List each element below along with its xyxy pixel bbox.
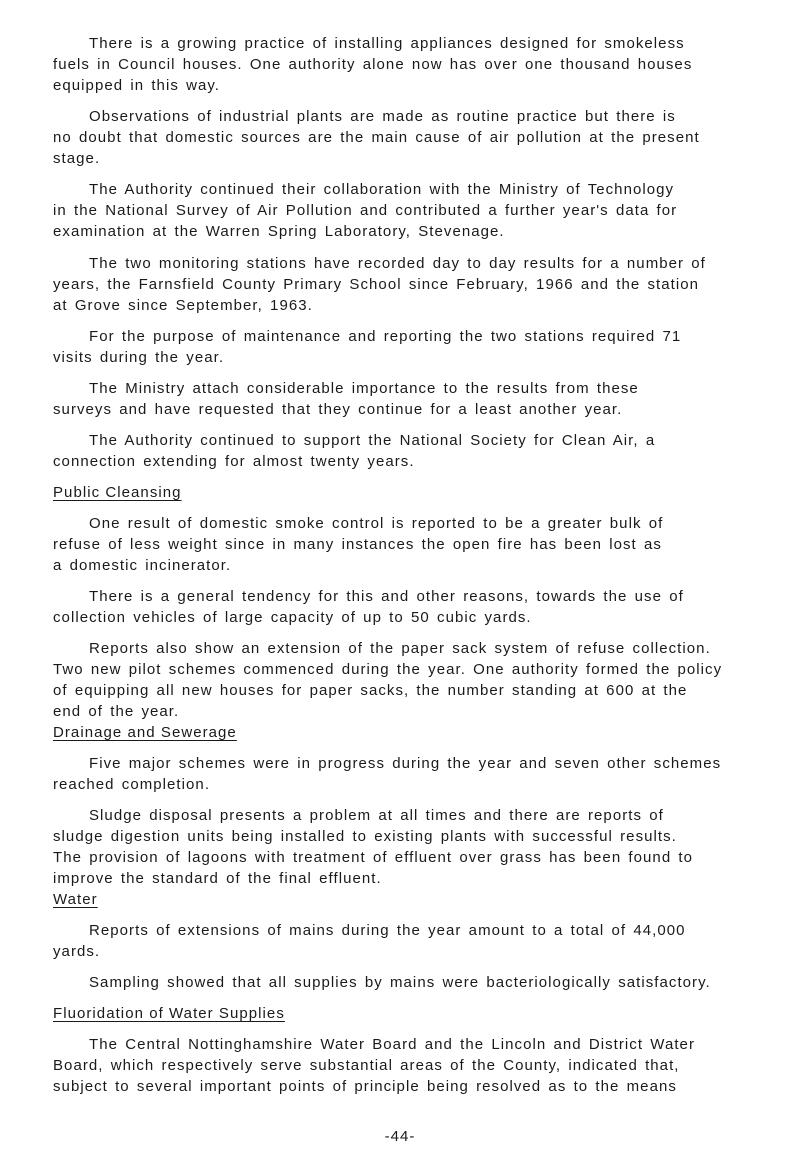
paragraph-sludge-disposal xyxy=(53,805,773,889)
text-line: fuels in Council houses. One authority alone now has over one thousand houses xyxy=(53,56,693,73)
text-line: visits during the year. xyxy=(53,349,225,366)
text-line: The Central Nottinghamshire Water Board and the Lincoln and District Water xyxy=(89,1036,695,1053)
text-line: equipped in this way. xyxy=(53,77,221,94)
text-line: The Authority continued to support the National Society for Clean Air, a xyxy=(89,432,656,449)
text-line: Five major schemes were in progress during the year and seven other schemes xyxy=(89,755,722,772)
text-line: in the National Survey of Air Pollution and contributed a further year's data for xyxy=(53,202,678,219)
text-line: Reports also show an extension of the paper sack system of refuse collection. xyxy=(89,640,711,657)
text-line: Board, which respectively serve substantial areas of the County, indicated that, xyxy=(53,1057,680,1074)
text-line: There is a growing practice of installing appliances designed for smokeless xyxy=(89,35,685,52)
paragraph-refuse-bulk xyxy=(53,513,773,576)
paragraph-paper-sack-system xyxy=(53,638,773,722)
text-line: There is a general tendency for this and other reasons, towards the use of xyxy=(89,588,684,605)
paragraph-industrial-observations xyxy=(53,106,773,169)
text-line: surveys and have requested that they continue for a least another year. xyxy=(53,401,623,418)
text-line: Reports of extensions of mains during the year amount to a total of 44,000 xyxy=(89,922,686,939)
text-line: improve the standard of the final effluent. xyxy=(53,870,382,887)
text-line: Sampling showed that all supplies by mains were bacteriologically satisfactory. xyxy=(89,974,711,991)
text-line: sludge digestion units being installed to existing plants with successful results. xyxy=(53,828,677,845)
text-line: at Grove since September, 1963. xyxy=(53,297,313,314)
paragraph-collection-vehicles xyxy=(53,586,773,628)
paragraph-monitoring-stations xyxy=(53,253,773,316)
text-line: refuse of less weight since in many instances the open fire has been lost as xyxy=(53,536,662,553)
text-line: The Authority continued their collaboration with the Ministry of Technology xyxy=(89,181,675,198)
paragraph-water-boards xyxy=(53,1034,773,1097)
page-number: -44- xyxy=(384,1128,416,1145)
text-line: end of the year. xyxy=(53,703,180,720)
text-line: reached completion. xyxy=(53,776,211,793)
text-line: connection extending for almost twenty years. xyxy=(53,453,415,470)
heading-public-cleansing: Public Cleansing xyxy=(53,484,182,501)
paragraph-ministry-importance xyxy=(53,378,773,420)
text-line: subject to several important points of principle being resolved as to the means xyxy=(53,1078,677,1095)
text-line: stage. xyxy=(53,150,101,167)
paragraph-sampling xyxy=(53,972,773,993)
text-line: Observations of industrial plants are made as routine practice but there is xyxy=(89,108,676,125)
text-line: yards. xyxy=(53,943,101,960)
text-line: years, the Farnsfield County Primary School since February, 1966 and the station xyxy=(53,276,699,293)
text-line: of equipping all new houses for paper sacks, the number standing at 600 at the xyxy=(53,682,688,699)
heading-fluoridation: Fluoridation of Water Supplies xyxy=(53,1005,285,1022)
paragraph-national-survey xyxy=(53,179,773,242)
paragraph-major-schemes xyxy=(53,753,773,795)
text-line: For the purpose of maintenance and reporting the two stations required 71 xyxy=(89,328,682,345)
text-line: The Ministry attach considerable importance to the results from these xyxy=(89,380,639,397)
text-line: Sludge disposal presents a problem at all times and there are reports of xyxy=(89,807,664,824)
text-line: no doubt that domestic sources are the main cause of air pollution at the present xyxy=(53,129,700,146)
text-line: a domestic incinerator. xyxy=(53,557,232,574)
heading-water: Water xyxy=(53,891,98,908)
text-line: The provision of lagoons with treatment of effluent over grass has been found to xyxy=(53,849,694,866)
heading-drainage-sewerage: Drainage and Sewerage xyxy=(53,724,237,741)
paragraph-mains-extensions xyxy=(53,920,773,962)
text-line: Two new pilot schemes commenced during the year. One authority formed the policy xyxy=(53,661,723,678)
text-line: examination at the Warren Spring Laboratory, Stevenage. xyxy=(53,223,505,240)
paragraph-clean-air-society xyxy=(53,430,773,472)
text-line: One result of domestic smoke control is reported to be a greater bulk of xyxy=(89,515,664,532)
text-line: The two monitoring stations have recorded day to day results for a number of xyxy=(89,255,706,272)
text-line: collection vehicles of large capacity of up to 50 cubic yards. xyxy=(53,609,532,626)
paragraph-smokeless-appliances xyxy=(53,33,773,96)
paragraph-maintenance-visits xyxy=(53,326,773,368)
